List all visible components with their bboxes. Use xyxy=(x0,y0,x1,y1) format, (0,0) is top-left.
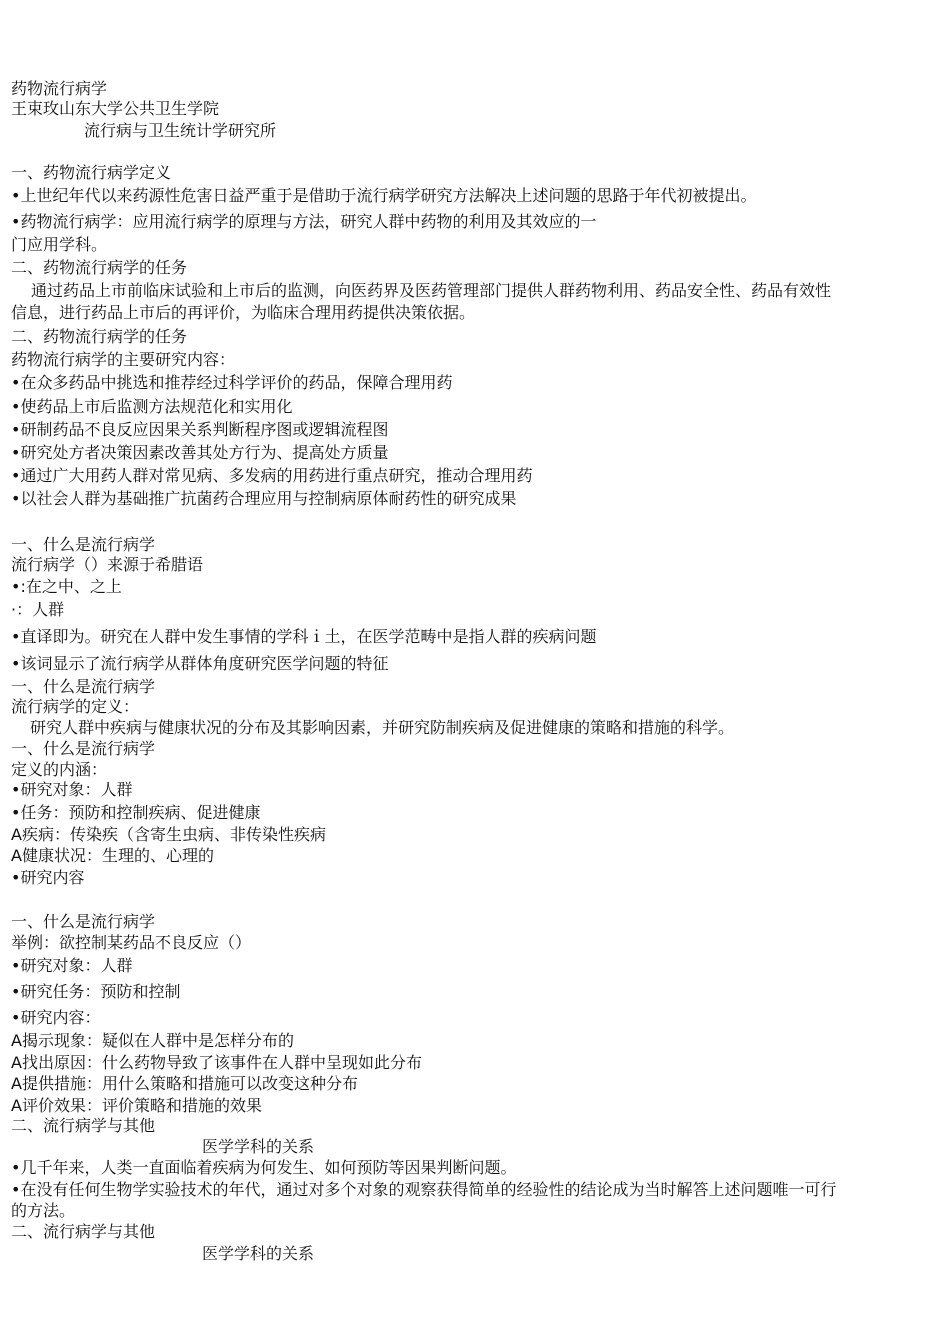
bullet-item: •研究内容： xyxy=(11,1008,101,1027)
bullet-item: •在众多药品中挑选和推荐经过科学评价的药品，保障合理用药 xyxy=(11,373,453,392)
bullet-item: •研究对象：人群 xyxy=(11,780,133,799)
bullet-item: •使药品上市后监测方法规范化和实用化 xyxy=(11,397,293,416)
bullet-item: •直译即为。研究在人群中发生事情的学科ｉ土，在医学范畴中是指人群的疾病问题 xyxy=(11,627,597,646)
bullet-item: •在没有任何生物学实验技术的年代，通过对多个对象的观察获得简单的经验性的结论成为当时解答上述问题唯一可行 xyxy=(11,1180,837,1199)
text-line: 举例：欲控制某药品不良反应（） xyxy=(11,933,252,952)
section-heading: 一、药物流行病学定义 xyxy=(11,163,172,182)
bullet-item: •:在之中、之上 xyxy=(11,577,122,596)
institute-line: 流行病与卫生统计学研究所 xyxy=(84,121,277,140)
bullet-item: •研究任务：预防和控制 xyxy=(11,982,181,1001)
section-heading: 一、什么是流行病学 xyxy=(11,535,156,554)
bullet-item: •研制药品不良反应因果关系判断程序图或逻辑流程图 xyxy=(11,420,389,439)
bullet-item: •几千年来，人类一直面临着疾病为何发生、如何预防等因果判断问题。 xyxy=(11,1158,517,1177)
sub-item: A揭示现象：疑似在人群中是怎样分布的 xyxy=(11,1031,294,1050)
section-heading: 一、什么是流行病学 xyxy=(11,912,156,931)
text-line: 药物流行病学的主要研究内容： xyxy=(11,350,236,369)
section-heading-continued: 医学学科的关系 xyxy=(202,1137,315,1156)
text-line: 流行病学的定义： xyxy=(11,697,140,716)
bullet-item: •任务：预防和控制疾病、促进健康 xyxy=(11,803,261,822)
bullet-item: •通过广大用药人群对常见病、多发病的用药进行重点研究，推动合理用药 xyxy=(11,466,533,485)
section-heading: 二、流行病学与其他 xyxy=(11,1116,156,1135)
bullet-item: •研究内容 xyxy=(11,868,85,887)
paragraph-line: 研究人群中疾病与健康状况的分布及其影响因素，并研究防制疾病及促进健康的策略和措施的科学。 xyxy=(30,718,735,737)
sub-item: A健康状况：生理的、心理的 xyxy=(11,846,214,865)
bullet-item: •以社会人群为基础推广抗菌药合理应用与控制病原体耐药性的研究成果 xyxy=(11,489,517,508)
section-heading: 一、什么是流行病学 xyxy=(11,739,156,758)
text-line: 定义的内涵： xyxy=(11,760,108,779)
bullet-item: •该词显示了流行病学从群体角度研究医学问题的特征 xyxy=(11,654,389,673)
sub-item: A疾病：传染疾（含寄生虫病、非传染性疾病 xyxy=(11,825,326,844)
bullet-item: •研究处方者决策因素改善其处方行为、提高处方质量 xyxy=(11,443,389,462)
paragraph-line: 信息，进行药品上市后的再评价，为临床合理用药提供决策依据。 xyxy=(11,303,476,322)
sub-item: A找出原因：什么药物导致了该事件在人群中呈现如此分布 xyxy=(11,1053,422,1072)
doc-title: 药物流行病学 xyxy=(11,79,108,98)
section-heading: 二、药物流行病学的任务 xyxy=(11,258,188,277)
bullet-item: ·：人群 xyxy=(11,600,65,619)
bullet-item: •上世纪年代以来药源性危害日益严重于是借助于流行病学研究方法解决上述问题的思路于年代初被提出。 xyxy=(11,186,757,205)
section-heading: 二、流行病学与其他 xyxy=(11,1222,156,1241)
bullet-item: •药物流行病学：应用流行病学的原理与方法，研究人群中药物的利用及其效应的一 xyxy=(11,212,597,231)
text-line: 的方法。 xyxy=(11,1201,76,1220)
section-heading-continued: 医学学科的关系 xyxy=(202,1244,315,1263)
bullet-item: •研究对象：人群 xyxy=(11,956,133,975)
paragraph-line: 通过药品上市前临床试验和上市后的监测，向医药界及医药管理部门提供人群药物利用、药品安全性、药品有效性 xyxy=(31,281,832,300)
sub-item: A提供措施：用什么策略和措施可以改变这种分布 xyxy=(11,1074,358,1093)
text-line: 流行病学（）来源于希腊语 xyxy=(11,555,204,574)
section-heading: 二、药物流行病学的任务 xyxy=(11,327,188,346)
author-line: 王束玫山东大学公共卫生学院 xyxy=(11,99,220,118)
text-line: 门应用学科。 xyxy=(11,235,108,254)
sub-item: A评价效果：评价策略和措施的效果 xyxy=(11,1096,262,1115)
section-heading: 一、什么是流行病学 xyxy=(11,677,156,696)
